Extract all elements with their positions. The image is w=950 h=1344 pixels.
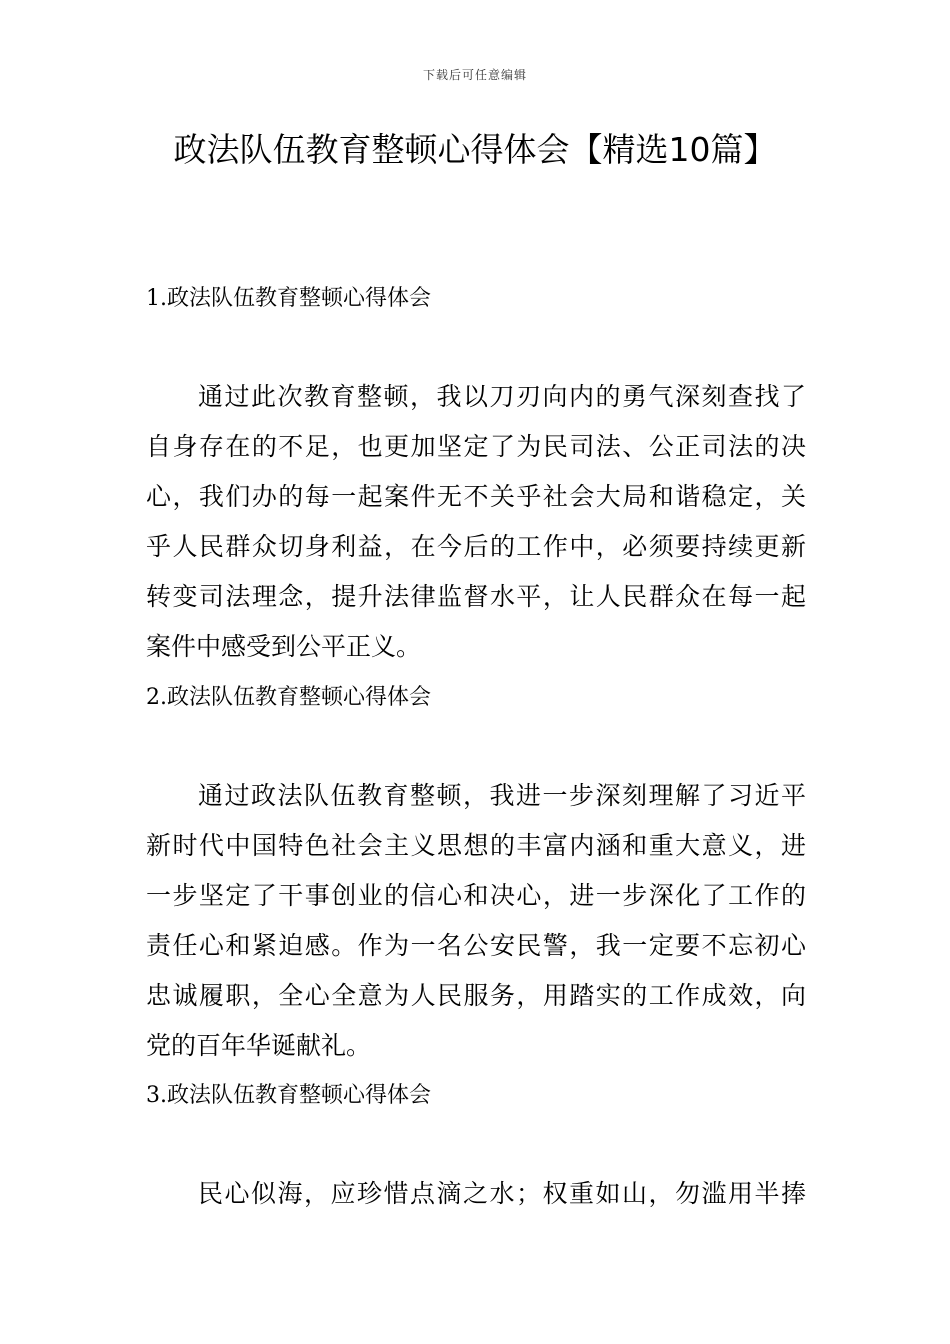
paragraph-line: 自身存在的不足，也更加坚定了为民司法、公正司法的决 — [146, 432, 806, 461]
paragraph-line: 一步坚定了干事创业的信心和决心，进一步深化了工作的 — [146, 881, 806, 910]
section-heading-3: 3.政法队伍教育整顿心得体会 — [146, 1083, 431, 1108]
paragraph-line: 转变司法理念，提升法律监督水平，让人民群众在每一起 — [146, 582, 806, 611]
paragraph-line: 案件中感受到公平正义。 — [146, 632, 422, 661]
section-paragraph-2 — [146, 771, 806, 1071]
section-paragraph-1 — [146, 372, 806, 672]
paragraph-line: 心，我们办的每一起案件无不关乎社会大局和谐稳定，关 — [146, 482, 806, 511]
paragraph-line: 新时代中国特色社会主义思想的丰富内涵和重大意义，进 — [146, 831, 806, 860]
document-title: 政法队伍教育整顿心得体会【精选10篇】 — [173, 130, 777, 169]
paragraph-line: 民心似海，应珍惜点滴之水；权重如山，勿滥用半捧 — [198, 1179, 806, 1208]
paragraph-line: 责任心和紧迫感。作为一名公安民警，我一定要不忘初心 — [146, 931, 806, 960]
paragraph-line: 乎人民群众切身利益，在今后的工作中，必须要持续更新 — [146, 532, 806, 561]
section-heading-2: 2.政法队伍教育整顿心得体会 — [146, 685, 431, 710]
paragraph-line: 通过政法队伍教育整顿，我进一步深刻理解了习近平 — [198, 781, 806, 810]
section-paragraph-3 — [146, 1169, 806, 1219]
header-note: 下载后可任意编辑 — [422, 68, 527, 82]
section-heading-1: 1.政法队伍教育整顿心得体会 — [146, 286, 431, 311]
paragraph-line: 通过此次教育整顿，我以刀刃向内的勇气深刻查找了 — [198, 382, 806, 411]
paragraph-line: 忠诚履职，全心全意为人民服务，用踏实的工作成效，向 — [146, 981, 806, 1010]
paragraph-line: 党的百年华诞献礼。 — [146, 1031, 372, 1060]
